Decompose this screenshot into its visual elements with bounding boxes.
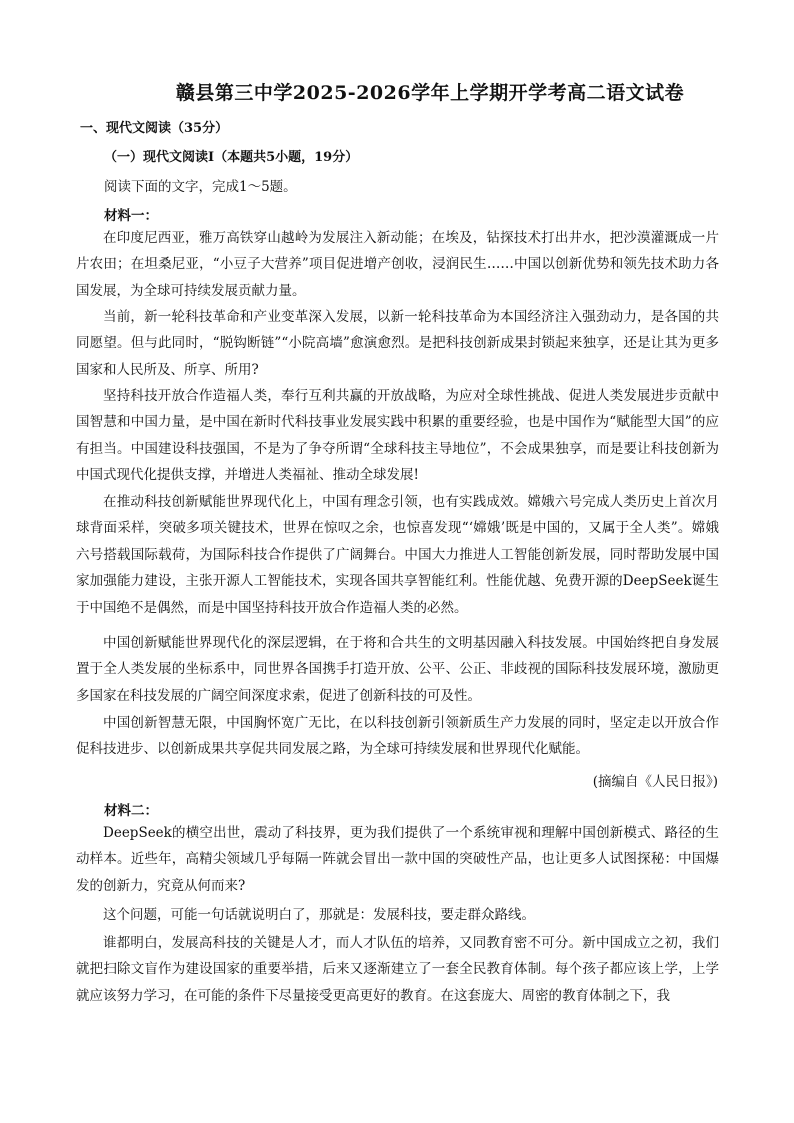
exam-title: 赣县第三中学2025-2026学年上学期开学考高二语文试卷 [175,82,685,104]
material1-paragraph: 中国创新智慧无限，中国胸怀宽广无比，在以科技创新引领新质生产力发展的同时，坚定走以开放合作促科技进步、以创新成果共享促共同发展之路，为全球可持续发展和世界现代化赋能。 [76,715,719,758]
material1-paragraph: 在印度尼西亚，雅万高铁穿山越岭为发展注入新动能；在埃及，钻探技术打出井水，把沙漠灌溉成一片片农田；在坦桑尼亚，“小豆子大营养”项目促进增产创收，浸润民生……中国以创新优势和领先技术助力各国发展，为全球可持续发展贡献力量。 [76,230,719,299]
instruction-text: 阅读下面的文字，完成1～5题。 [104,179,297,195]
material2-paragraph: 谁都明白，发展高科技的关键是人才，而人才队伍的培养，又同教育密不可分。新中国成立之初，我们就把扫除文盲作为建设国家的重要举措，后来又逐渐建立了一套全民教育体制。每个孩子都应该上学，上学就应该努力学习，在可能的条件下尽量接受更高更好的教育。在这套庞大、周密的教育体制之下，我 [76,935,719,1004]
material1-paragraph: 在推动科技创新赋能世界现代化上，中国有理念引领，也有实践成效。嫦娥六号完成人类历史上首次月球背面采样，突破多项关键技术，世界在惊叹之余，也惊喜发现“‘嫦娥’既是中国的，又属于全人类”。嫦娥六号搭载国际载荷，为国际科技合作提供了广阔舞台。中国大力推进人工智能创新发展，同时帮助发展中国家加强能力建设，主张开源人工智能技术，实现各国共享智能红利。性能优越、免费开源的DeepSeek诞生于中国绝不是偶然，而是中国坚持科技开放合作造福人类的必然。 [76,494,719,616]
section-heading: 一、现代文阅读（35分） [80,121,229,136]
material2-paragraph: 这个问题，可能一句话就说明白了，那就是：发展科技，要走群众路线。 [103,907,535,923]
material1-paragraph: 坚持科技开放合作造福人类，奉行互利共赢的开放战略，为应对全球性挑战、促进人类发展进步贡献中国智慧和中国力量，是中国在新时代科技事业发展实践中积累的重要经验，也是中国作为“赋能型大国”的应有担当。中国建设科技强国，不是为了争夺所谓“全球科技主导地位”，不会成果独享，而是要让科技创新为中国式现代化提供支撑，并增进人类福祉、推动全球发展! [76,388,719,484]
material1-label: 材料一： [104,208,158,224]
material2-label: 材料二： [104,803,158,819]
material1-source: (摘编自《人民日报》) [592,774,718,790]
subsection-heading: （一）现代文阅读Ⅰ（本题共5小题，19分） [104,150,359,165]
material1-paragraph: 当前，新一轮科技革命和产业变革深入发展，以新一轮科技革命为本国经济注入强劲动力，是各国的共同愿望。但与此同时，“脱钩断链”“小院高墙”愈演愈烈。是把科技创新成果封锁起来独享，还是让其为更多国家和人民所及、所享、所用? [76,309,719,378]
material1-paragraph: 中国创新赋能世界现代化的深层逻辑，在于将和合共生的文明基因融入科技发展。中国始终把自身发展置于全人类发展的坐标系中，同世界各国携手打造开放、公平、公正、非歧视的国际科技发展环境，激励更多国家在科技发展的广阔空间深度求索，促进了创新科技的可及性。 [76,635,719,704]
material2-paragraph: DeepSeek的横空出世，震动了科技界，更为我们提供了一个系统审视和理解中国创新模式、路径的生动样本。近些年，高精尖领域几乎每隔一阵就会冒出一款中国的突破性产品，也让更多人试图探秘：中国爆发的创新力，究竟从何而来? [76,825,719,894]
